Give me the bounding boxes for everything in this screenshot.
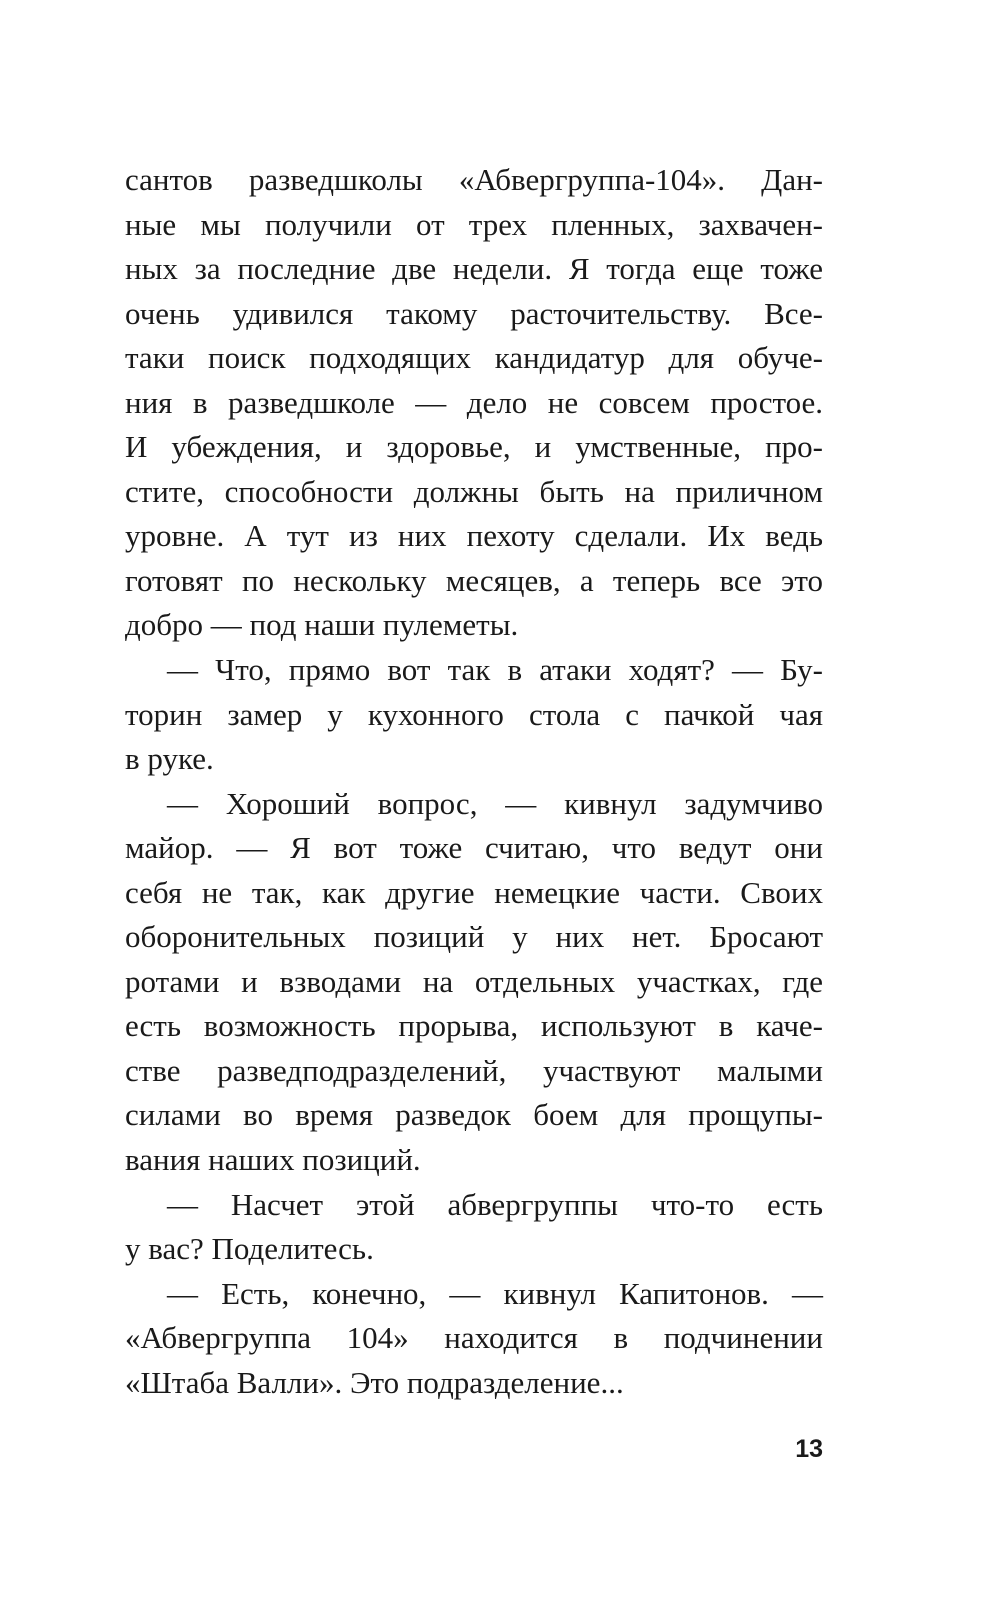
text-line: ротами и взводами на отдельных участках, где [125,963,823,999]
text-line: уровне. А тут из них пехоту сделали. Их ведь [125,518,823,554]
text-line: — Хороший вопрос, — кивнул задумчиво [167,785,823,821]
text-line: сантов разведшколы «Абвергруппа-104». Дан- [125,162,823,197]
text-line: И убеждения, и здоровье, и умственные, про- [125,429,823,465]
text-line: себя не так, как другие немецкие части. Своих [125,874,823,910]
text-line: вания наших позиций. [125,1142,421,1178]
text-line: торин замер у кухонного стола с пачкой чая [125,696,823,732]
text-line: майор. — Я вот тоже считаю, что ведут они [125,830,823,866]
text-line: добро — под наши пулеметы. [125,607,519,643]
text-line: ния в разведшколе — дело не совсем простое. [125,384,823,420]
text-line: оборонительных позиций у них нет. Бросают [125,919,823,955]
text-line: есть возможность прорыва, используют в каче- [125,1008,823,1044]
text-line: готовят по нескольку месяцев, а теперь все это [125,562,823,598]
text-line: стите, способности должны быть на приличном [125,473,823,509]
text-line: «Абвергруппа 104» находится в подчинении [125,1320,823,1356]
text-line: — Есть, конечно, — кивнул Капитонов. — [167,1275,823,1311]
text-line: — Что, прямо вот так в атаки ходят? — Бу- [167,652,823,688]
page-number: 13 [795,1435,823,1463]
text-line: силами во время разведок боем для прощупы- [125,1097,823,1133]
text-line: стве разведподразделений, участвуют малыми [125,1052,823,1088]
text-line: в руке. [125,741,214,777]
text-line: ных за последние две недели. Я тогда еще тоже [125,251,823,287]
text-line: таки поиск подходящих кандидатур для обуче- [125,340,823,376]
text-line: очень удивился такому расточительству. Все- [125,295,823,331]
body-text [125,158,823,1405]
text-line: у вас? Поделитесь. [125,1231,374,1267]
text-line: ные мы получили от трех пленных, захвачен- [125,206,823,242]
text-line: «Штаба Валли». Это подразделение... [125,1364,624,1400]
text-line: — Насчет этой абвергруппы что-то есть [167,1186,823,1222]
